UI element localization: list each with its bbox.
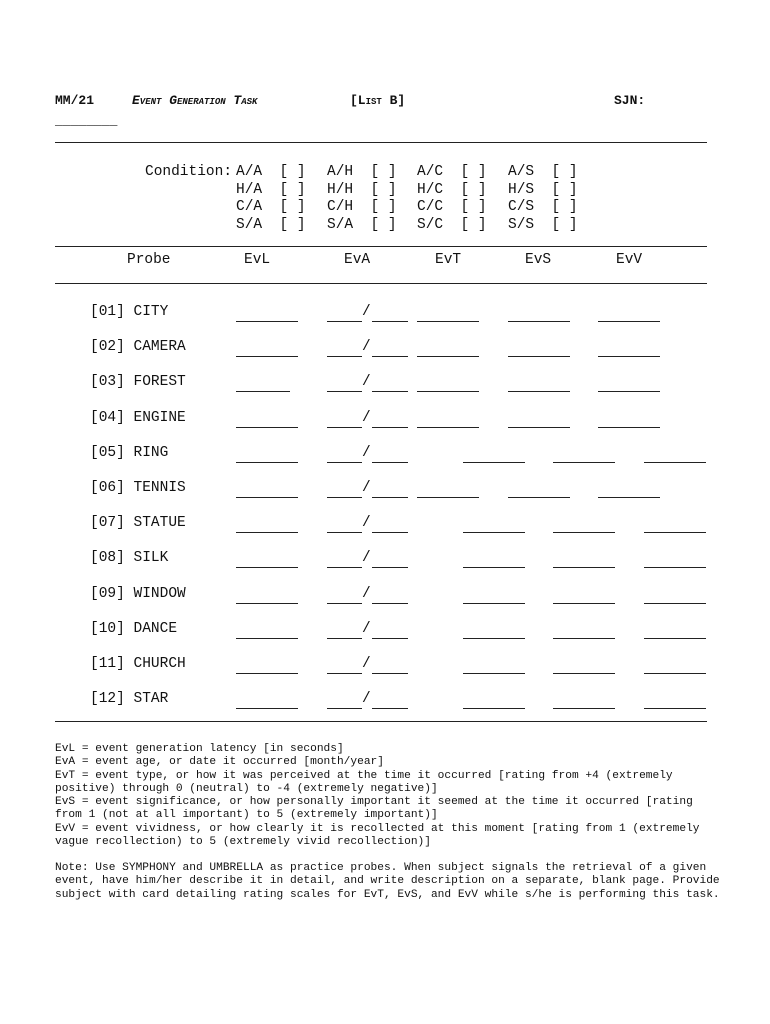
- evl-blank[interactable]: [236, 708, 298, 709]
- evl-blank[interactable]: [236, 356, 298, 357]
- eva-year-blank[interactable]: [372, 603, 408, 604]
- eva-slash: /: [362, 585, 371, 602]
- eva-year-blank[interactable]: [372, 532, 408, 533]
- eva-year-blank[interactable]: [372, 638, 408, 639]
- evv-blank[interactable]: [598, 427, 660, 428]
- evl-blank[interactable]: [236, 497, 298, 498]
- eva-slash: /: [362, 409, 371, 426]
- condition-cell[interactable]: A/S [ ]: [508, 164, 578, 180]
- condition-cell[interactable]: C/A [ ]: [236, 199, 306, 215]
- probe-label: [08] SILK: [90, 550, 169, 567]
- evl-blank[interactable]: [236, 603, 298, 604]
- eva-year-blank[interactable]: [372, 673, 408, 674]
- evs-blank[interactable]: [508, 497, 570, 498]
- condition-cell[interactable]: C/S [ ]: [508, 199, 578, 215]
- evs-blank[interactable]: [508, 356, 570, 357]
- eva-month-blank[interactable]: [327, 603, 362, 604]
- eva-slash: /: [362, 339, 371, 356]
- legend: [55, 743, 720, 849]
- col-evs: EvS: [525, 252, 552, 268]
- table-row: [0, 550, 770, 570]
- col-evl: EvL: [244, 252, 271, 268]
- legend-eva: EvA = event age, or date it occurred [month/year]: [55, 756, 384, 769]
- evt-blank[interactable]: [463, 567, 525, 568]
- divider-conditions: [55, 246, 707, 247]
- evl-blank[interactable]: [236, 321, 298, 322]
- condition-cell[interactable]: H/S [ ]: [508, 181, 578, 198]
- condition-cell[interactable]: A/H [ ]: [327, 164, 397, 180]
- evs-blank[interactable]: [553, 462, 615, 463]
- evt-blank[interactable]: [463, 462, 525, 463]
- evt-blank[interactable]: [417, 427, 479, 428]
- table-row: [0, 691, 770, 711]
- evs-blank[interactable]: [508, 321, 570, 322]
- eva-slash: /: [362, 691, 371, 708]
- divider-top: [55, 142, 707, 143]
- divider-header: [55, 283, 707, 284]
- eva-year-blank[interactable]: [372, 321, 408, 322]
- condition-cell[interactable]: H/H [ ]: [327, 181, 397, 198]
- list-label: [List B]: [350, 93, 406, 108]
- eva-year-blank[interactable]: [372, 356, 408, 357]
- col-evv: EvV: [616, 252, 643, 268]
- eva-slash: /: [362, 620, 371, 637]
- condition-cell[interactable]: H/A [ ]: [236, 181, 306, 198]
- eva-month-blank[interactable]: [327, 708, 362, 709]
- table-row: [0, 445, 770, 465]
- col-probe: Probe: [127, 252, 171, 268]
- eva-month-blank[interactable]: [327, 462, 362, 463]
- evt-blank[interactable]: [417, 321, 479, 322]
- table-row: [0, 656, 770, 676]
- evl-blank[interactable]: [236, 638, 298, 639]
- condition-cell[interactable]: C/C [ ]: [417, 199, 487, 215]
- evv-blank[interactable]: [644, 567, 706, 568]
- evl-blank[interactable]: [236, 532, 298, 533]
- condition-cell[interactable]: S/A [ ]: [327, 216, 397, 233]
- eva-month-blank[interactable]: [327, 356, 362, 357]
- probe-label: [01] CITY: [90, 304, 169, 320]
- evt-blank[interactable]: [463, 673, 525, 674]
- probe-label: [03] FOREST: [90, 374, 186, 391]
- evv-blank[interactable]: [598, 391, 660, 392]
- probe-label: [11] CHURCH: [90, 656, 186, 672]
- probe-label: [02] CAMERA: [90, 339, 186, 356]
- table-row: [0, 304, 770, 324]
- evt-blank[interactable]: [417, 356, 479, 357]
- form-title: Event Generation Task: [132, 93, 258, 108]
- legend-evs: EvS = event significance, or how personally important it seemed at the time it occurred [rating from 1 (not at all important) to 5 (extremely important)]: [55, 796, 693, 822]
- eva-year-blank[interactable]: [372, 567, 408, 568]
- evs-blank[interactable]: [553, 673, 615, 674]
- evv-blank[interactable]: [644, 638, 706, 639]
- eva-year-blank[interactable]: [372, 462, 408, 463]
- eva-month-blank[interactable]: [327, 673, 362, 674]
- evv-blank[interactable]: [644, 708, 706, 709]
- evt-blank[interactable]: [463, 638, 525, 639]
- form-code: MM/21: [55, 93, 95, 108]
- probe-label: [06] TENNIS: [90, 480, 186, 496]
- eva-month-blank[interactable]: [327, 638, 362, 639]
- probe-label: [04] ENGINE: [90, 409, 186, 426]
- evl-blank[interactable]: [236, 567, 298, 568]
- evl-blank[interactable]: [236, 391, 290, 392]
- eva-slash: /: [362, 480, 371, 496]
- eva-month-blank[interactable]: [327, 567, 362, 568]
- eva-year-blank[interactable]: [372, 427, 408, 428]
- evl-blank[interactable]: [236, 462, 298, 463]
- eva-year-blank[interactable]: [372, 708, 408, 709]
- evl-blank[interactable]: [236, 673, 298, 674]
- evt-blank[interactable]: [463, 603, 525, 604]
- evv-blank[interactable]: [598, 321, 660, 322]
- evs-blank[interactable]: [553, 603, 615, 604]
- condition-label: Condition:: [145, 164, 233, 180]
- evs-blank[interactable]: [553, 708, 615, 709]
- legend-evt: EvT = event type, or how it was perceived at the time it occurred [rating from +4 (extremely positive) through 0 (neutral) to -4 (extremely negative)]: [55, 769, 673, 795]
- eva-month-blank[interactable]: [327, 532, 362, 533]
- condition-cell[interactable]: S/A [ ]: [236, 216, 306, 233]
- evv-blank[interactable]: [598, 356, 660, 357]
- table-row: [0, 410, 770, 430]
- eva-slash: /: [362, 656, 371, 672]
- evs-blank[interactable]: [553, 638, 615, 639]
- eva-year-blank[interactable]: [372, 391, 408, 392]
- condition-cell[interactable]: S/C [ ]: [417, 216, 487, 233]
- eva-month-blank[interactable]: [327, 321, 362, 322]
- evv-blank[interactable]: [644, 603, 706, 604]
- evv-blank[interactable]: [598, 497, 660, 498]
- table-row: [0, 374, 770, 394]
- evt-blank[interactable]: [417, 391, 479, 392]
- probe-label: [10] DANCE: [90, 620, 178, 637]
- divider-bottom: [55, 721, 707, 722]
- table-row: [0, 515, 770, 535]
- eva-slash: /: [362, 444, 371, 461]
- evt-blank[interactable]: [417, 497, 479, 498]
- eva-slash: /: [362, 515, 371, 532]
- probe-label: [12] STAR: [90, 691, 169, 708]
- probe-label: [05] RING: [90, 444, 169, 461]
- col-evt: EvT: [435, 252, 462, 268]
- evv-blank[interactable]: [644, 673, 706, 674]
- table-row: [0, 621, 770, 641]
- evv-blank[interactable]: [644, 532, 706, 533]
- condition-cell[interactable]: A/C [ ]: [417, 164, 487, 180]
- legend-evv: EvV = event vividness, or how clearly it is recollected at this moment [rating from 1 (extremely vague recollection) to 5 (extremely vivid recollection)]: [55, 822, 700, 849]
- table-row: [0, 480, 770, 500]
- condition-cell[interactable]: S/S [ ]: [508, 216, 578, 233]
- probe-label: [07] STATUE: [90, 515, 186, 532]
- note: Note: Use SYMPHONY and UMBRELLA as practice probes. When subject signals the retrieval of a given event, have him/her describe it in detail, and write description on a separate, blank page. Provide subject with card detailing rating scales for EvT, EvS, and EvV while s/he is performing this task.: [55, 862, 720, 901]
- col-eva: EvA: [344, 252, 371, 268]
- eva-slash: /: [362, 374, 371, 391]
- eva-year-blank[interactable]: [372, 497, 408, 498]
- evv-blank[interactable]: [644, 462, 706, 463]
- legend-evl: EvL = event generation latency [in seconds]: [55, 743, 344, 755]
- sjn-label: SJN:: [614, 93, 646, 108]
- evt-blank[interactable]: [463, 708, 525, 709]
- evs-blank[interactable]: [553, 567, 615, 568]
- condition-cell[interactable]: H/C [ ]: [417, 181, 487, 198]
- condition-cell[interactable]: A/A [ ]: [236, 164, 306, 180]
- eva-month-blank[interactable]: [327, 427, 362, 428]
- eva-slash: /: [362, 304, 371, 320]
- evs-blank[interactable]: [508, 427, 570, 428]
- condition-cell[interactable]: C/H [ ]: [327, 199, 397, 215]
- eva-month-blank[interactable]: [327, 497, 362, 498]
- evs-blank[interactable]: [553, 532, 615, 533]
- table-row: [0, 339, 770, 359]
- table-row: [0, 586, 770, 606]
- eva-month-blank[interactable]: [327, 391, 362, 392]
- evt-blank[interactable]: [463, 532, 525, 533]
- evs-blank[interactable]: [508, 391, 570, 392]
- probe-label: [09] WINDOW: [90, 585, 186, 602]
- sjn-blank[interactable]: ________: [55, 113, 118, 128]
- eva-slash: /: [362, 550, 371, 567]
- evl-blank[interactable]: [236, 427, 298, 428]
